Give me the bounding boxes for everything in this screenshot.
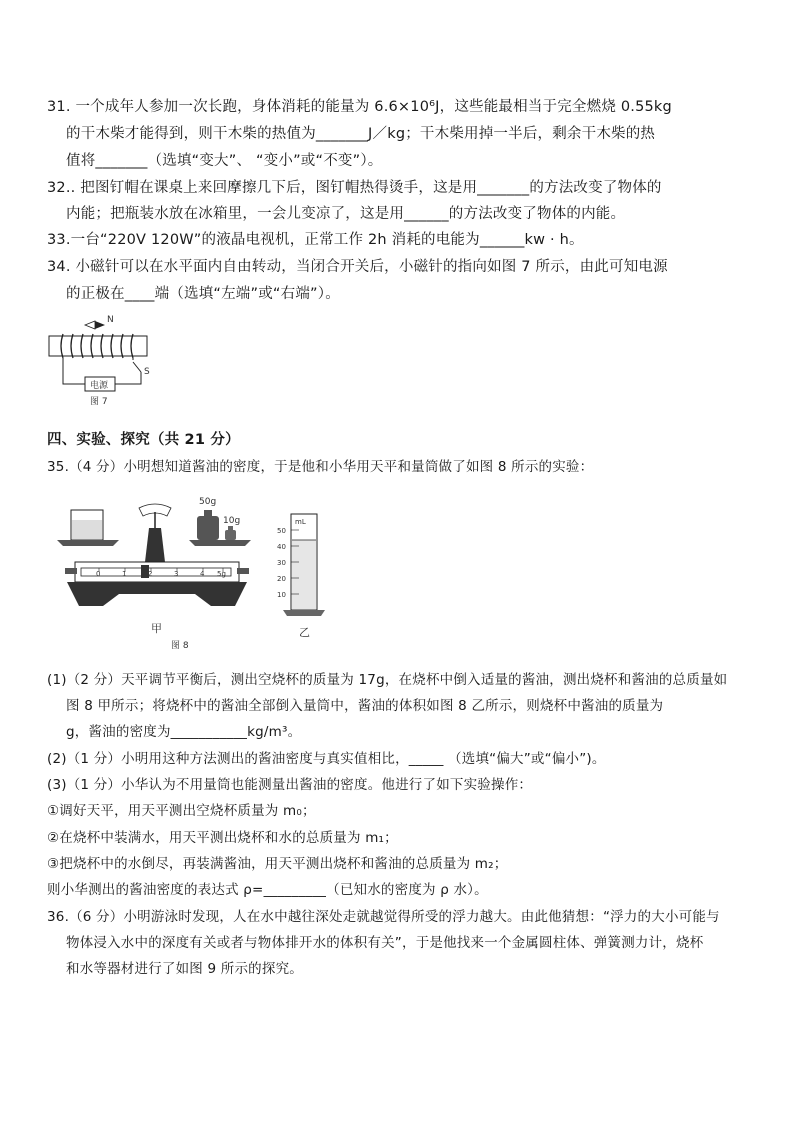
weight-50g-label: 50g: [199, 497, 217, 507]
weight-10g-label: 10g: [223, 516, 241, 526]
q35-step1: ①调好天平，用天平测出空烧杯质量为 m₀；: [47, 803, 316, 819]
q36-line3: 和水等器材进行了如图 9 所示的探究。: [66, 961, 303, 977]
scale-tick-3: 3: [174, 570, 179, 578]
q35-part1-line1: (1)（2 分）天平调节平衡后，测出空烧杯的质量为 17g，在烧杯中倒入适量的酱油，测出烧杯和酱油的总质量如: [47, 672, 728, 688]
cylinder-tick-10: 10: [277, 591, 286, 599]
section-4-heading: 四、实验、探究（共 21 分）: [47, 432, 240, 448]
figure-7-circuit: [45, 312, 155, 408]
q33-line1: 33.一台“220V 120W”的液晶电视机，正常工作 2h 消耗的电能为______kw · h。: [47, 232, 584, 248]
q35-step3: ③把烧杯中的水倒尽，再装满酱油，用天平测出烧杯和酱油的总质量为 m₂；: [47, 856, 508, 872]
scale-tick-4: 4: [200, 570, 205, 578]
q34-line1: 34. 小磁针可以在水平面内自由转动，当闭合开关后，小磁针的指向如图 7 所示，由此可知电源: [47, 259, 668, 275]
switch-label: S: [144, 367, 150, 377]
scale-tick-0: 0: [96, 570, 101, 578]
q32-line2: 内能；把瓶装水放在冰箱里，一会儿变凉了，这是用______的方法改变了物体的内能。: [66, 206, 626, 222]
q31-line2: 的干木柴才能得到，则干木柴的热值为_______J／kg；干木柴用掉一半后，剩余干木柴的热: [66, 126, 656, 142]
figure-8-caption: 图 8: [171, 641, 189, 650]
q31-line1: 31. 一个成年人参加一次长跑，身体消耗的能量为 6.6×10⁶J，这些能最相当于完全燃烧 0.55kg: [47, 99, 672, 115]
power-source-label: 电源: [90, 381, 109, 391]
q35-expression: 则小华测出的酱油密度的表达式 ρ=_________（已知水的密度为 ρ 水）。: [47, 882, 488, 898]
cylinder-tick-20: 20: [277, 575, 286, 583]
q32-line1: 32.. 把图钉帽在课桌上来回摩擦几下后，图钉帽热得烫手，这是用_______的方法改变了物体的: [47, 180, 662, 196]
q35-part3: (3)（1 分）小华认为不用量筒也能测量出酱油的密度。他进行了如下实验操作：: [47, 777, 533, 793]
q35-part1-line3: g，酱油的密度为___________kg/m³。: [66, 724, 302, 740]
cylinder-tick-30: 30: [277, 559, 286, 567]
label-jia: 甲: [151, 622, 162, 635]
q36-line2: 物体浸入水中的深度有关或者与物体排开水的体积有关”，于是他找来一个金属圆柱体、弹簧测力计，烧杯: [66, 935, 704, 951]
scale-tick-5: 5g: [217, 570, 226, 578]
cylinder-tick-40: 40: [277, 543, 286, 551]
north-label: N: [107, 315, 114, 325]
q31-line3: 值将_______（选填“变大”、 “变小”或“不变”）。: [66, 153, 383, 169]
scale-tick-2: 2: [148, 570, 153, 578]
cylinder-tick-50: 50: [277, 527, 286, 535]
q35-step2: ②在烧杯中装满水，用天平测出烧杯和水的总质量为 m₁；: [47, 830, 398, 846]
label-yi: 乙: [299, 626, 310, 639]
q35-part1-line2: 图 8 甲所示；将烧杯中的酱油全部倒入量筒中，酱油的体积如图 8 乙所示，则烧杯中酱油的质量为: [66, 698, 664, 714]
q36-line1: 36.（6 分）小明游泳时发现，人在水中越往深处走就越觉得所受的浮力越大。由此他猜想：“浮力的大小可能与: [47, 909, 720, 925]
q34-line2: 的正极在____端（选填“左端”或“右端”）。: [66, 286, 340, 302]
q35-part2: (2)（1 分）小明用这种方法测出的酱油密度与真实值相比，_____ （选填“偏大”或“偏小”)。: [47, 751, 606, 767]
cylinder-unit: mL: [295, 518, 306, 526]
figure-7-caption: 图 7: [90, 397, 108, 407]
q35-intro: 35.（4 分）小明想知道酱油的密度，于是他和小华用天平和量筒做了如图 8 所示的实验：: [47, 459, 594, 475]
figure-8-balance-cylinder: [55, 488, 345, 650]
scale-tick-1: 1: [122, 570, 127, 578]
